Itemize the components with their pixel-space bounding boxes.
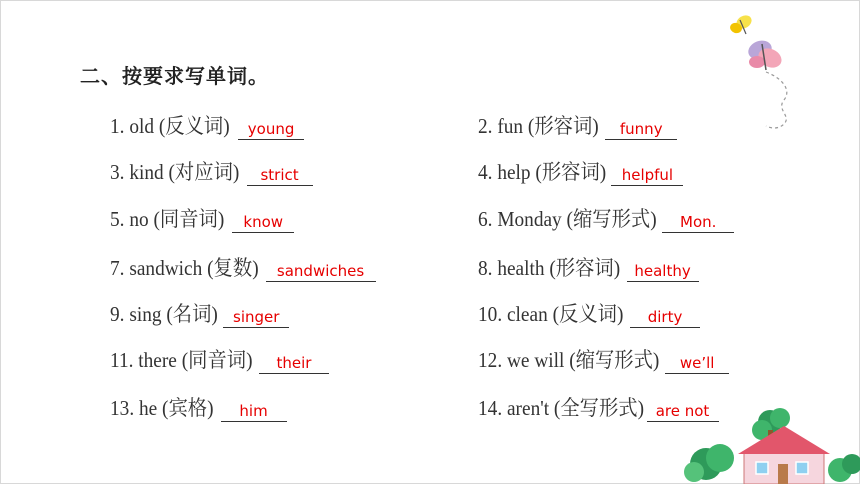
question-item-11 <box>110 342 329 374</box>
question-item-3 <box>110 154 313 186</box>
answer-blank <box>627 255 699 282</box>
answer-text: know <box>243 213 284 231</box>
question-item-6 <box>478 201 734 233</box>
answer-text: helpful <box>621 166 674 184</box>
question-text: 13. he (宾格) <box>110 396 214 420</box>
question-item-5 <box>110 201 294 233</box>
answer-text: their <box>276 354 312 372</box>
answer-blank <box>605 113 677 140</box>
question-text: 2. fun (形容词) <box>478 114 599 138</box>
question-text: 14. aren't (全写形式) <box>478 396 645 420</box>
butterfly-icon <box>722 8 802 133</box>
answer-blank <box>221 395 287 422</box>
answer-blank <box>266 255 376 282</box>
question-item-7 <box>110 250 376 282</box>
question-item-12 <box>478 342 729 374</box>
answer-text: are not <box>655 402 710 420</box>
question-text: 6. Monday (缩写形式) <box>478 207 657 231</box>
question-item-8 <box>478 250 699 282</box>
answer-text: sandwiches <box>276 262 365 280</box>
question-text: 5. no (同音词) <box>110 207 225 231</box>
answer-blank <box>611 159 683 186</box>
answer-text: Mon. <box>680 213 717 231</box>
question-text: 8. health (形容词) <box>478 256 621 280</box>
question-item-1 <box>110 108 304 140</box>
question-item-10 <box>478 296 700 328</box>
answer-text: him <box>239 402 268 420</box>
answer-blank <box>662 206 734 233</box>
section-title: 二、按要求写单词。 <box>80 64 269 88</box>
answer-text: young <box>247 120 295 138</box>
answer-blank <box>223 301 289 328</box>
answer-blank <box>247 159 313 186</box>
question-text: 4. help (形容词) <box>478 160 607 184</box>
question-item-4 <box>478 154 683 186</box>
answer-text: strict <box>260 166 299 184</box>
question-text: 12. we will (缩写形式) <box>478 348 660 372</box>
question-text: 3. kind (对应词) <box>110 160 240 184</box>
question-text: 1. old (反义词) <box>110 114 230 138</box>
answer-text: singer <box>233 308 280 326</box>
answer-text: we’ll <box>679 354 715 372</box>
answer-blank <box>238 113 304 140</box>
question-item-13 <box>110 390 287 422</box>
question-item-9 <box>110 296 289 328</box>
answer-blank <box>665 347 729 374</box>
question-item-14 <box>478 390 719 422</box>
answer-text: healthy <box>634 262 691 280</box>
question-text: 9. sing (名词) <box>110 302 218 326</box>
question-item-2 <box>478 108 677 140</box>
question-text: 10. clean (反义词) <box>478 302 624 326</box>
answer-text: dirty <box>647 308 683 326</box>
question-text: 11. there (同音词) <box>110 348 253 372</box>
answer-blank <box>630 301 700 328</box>
question-text: 7. sandwich (复数) <box>110 256 259 280</box>
answer-blank <box>259 347 329 374</box>
answer-text: funny <box>619 120 663 138</box>
tree-house-illustration <box>684 404 860 484</box>
answer-blank <box>232 206 294 233</box>
